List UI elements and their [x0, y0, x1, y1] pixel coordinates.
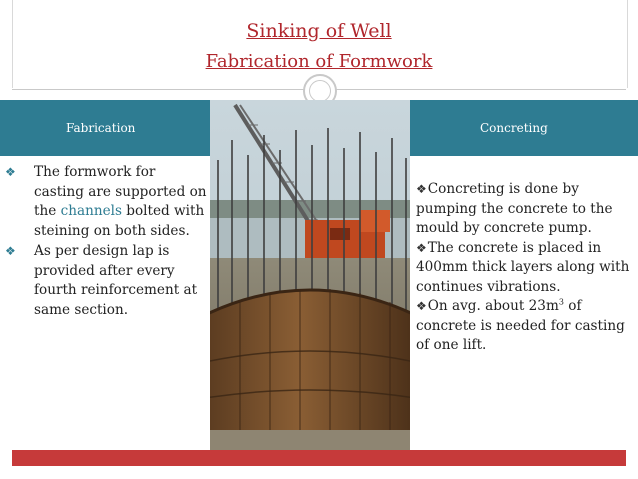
well-sinking-site-photo [210, 100, 410, 450]
footer-bar [12, 450, 626, 466]
site-photo-illustration [210, 100, 410, 450]
channels-highlight: channels [60, 203, 122, 219]
list-item [2, 242, 207, 320]
bullet-text: As per design lap is provided after every fourth reinforcement at same section. [34, 243, 198, 318]
list-item [416, 239, 632, 298]
bullet-text-start: On avg. about 23m [427, 298, 559, 314]
diamond-bullet-icon: ❖ [416, 240, 427, 255]
diamond-bullet-icon: ❖ [416, 299, 427, 313]
list-item [416, 180, 632, 239]
cubic-superscript: 3 [558, 297, 564, 307]
bullet-text: The concrete is placed in 400mm thick layers along with continues vibrations. [416, 239, 630, 295]
diamond-bullet-icon: ❖ [416, 182, 427, 196]
slide-title: Sinking of Well [246, 20, 392, 42]
diamond-bullet-icon: ❖ [5, 165, 16, 179]
list-item [2, 163, 207, 241]
bullet-text-start: The formwork for casting are supported on the [34, 164, 207, 219]
concreting-heading: Concreting [480, 121, 548, 135]
slide-subtitle: Fabrication of Formwork [205, 51, 433, 72]
concreting-list [416, 180, 632, 356]
fabrication-heading: Fabrication [66, 121, 136, 135]
fabrication-list [2, 163, 207, 321]
bullet-text-end: bolted with steining on both sides. [34, 203, 205, 239]
list-item [416, 297, 632, 356]
bullet-text: Concreting is done by pumping the concrete to the mould by concrete pump. [416, 181, 613, 236]
diamond-bullet-icon: ❖ [5, 244, 16, 258]
bullet-text-end: of concrete is needed for casting of one lift. [416, 298, 625, 353]
